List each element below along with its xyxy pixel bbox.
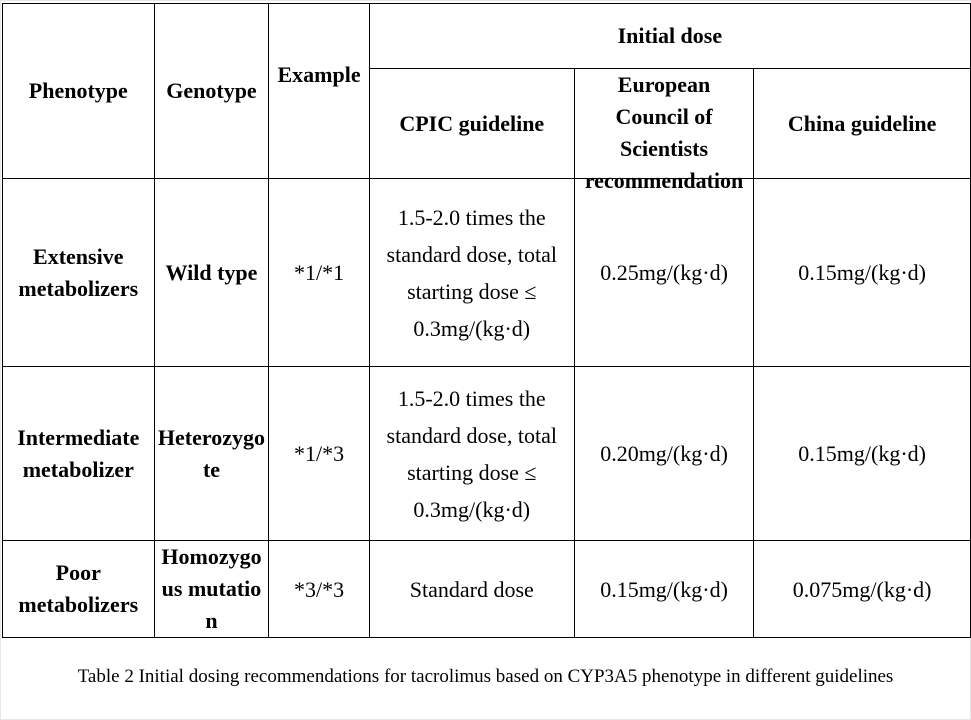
table-row [3, 541, 971, 638]
cell-cpic: 1.5-2.0 times the standard dose, total starting dose ≤ 0.3mg/(kg·d) [369, 179, 574, 367]
header-example [269, 4, 369, 179]
cell-phenotype: Poor metabolizers [3, 541, 155, 638]
cell-phenotype: Intermediate metabolizer [3, 367, 155, 541]
header-row-1 [3, 4, 971, 69]
dosing-table [2, 3, 971, 638]
table-row [3, 179, 971, 367]
cell-china: 0.15mg/(kg·d) [754, 179, 971, 367]
cell-cpic: 1.5-2.0 times the standard dose, total starting dose ≤ 0.3mg/(kg·d) [369, 367, 574, 541]
cell-european: 0.25mg/(kg·d) [574, 179, 753, 367]
cell-example: *1/*3 [269, 367, 369, 541]
cell-genotype: Wild type [154, 179, 269, 367]
cell-phenotype: Extensive metabolizers [3, 179, 155, 367]
header-genotype: Genotype [154, 4, 269, 179]
header-china: China guideline [754, 69, 971, 179]
header-cpic: CPIC guideline [369, 69, 574, 179]
cell-european: 0.15mg/(kg·d) [574, 541, 753, 638]
cell-european: 0.20mg/(kg·d) [574, 367, 753, 541]
cell-example: *3/*3 [269, 541, 369, 638]
cell-china: 0.075mg/(kg·d) [754, 541, 971, 638]
cell-cpic: Standard dose [369, 541, 574, 638]
header-initial-dose: Initial dose [369, 4, 970, 69]
cell-genotype: Heterozygote [154, 367, 269, 541]
table-row [3, 367, 971, 541]
header-european [574, 69, 753, 193]
cell-china: 0.15mg/(kg·d) [754, 367, 971, 541]
header-phenotype: Phenotype [3, 4, 155, 179]
table-caption: Table 2 Initial dosing recommendations for tacrolimus based on CYP3A5 phenotype in different guidelines [77, 666, 894, 687]
header-example-label: Example [277, 62, 361, 87]
header-european-label: European Council of Scientists recommendation [584, 72, 744, 193]
cell-genotype: Homozygous mutation [154, 541, 269, 638]
cell-example: *1/*1 [269, 179, 369, 367]
